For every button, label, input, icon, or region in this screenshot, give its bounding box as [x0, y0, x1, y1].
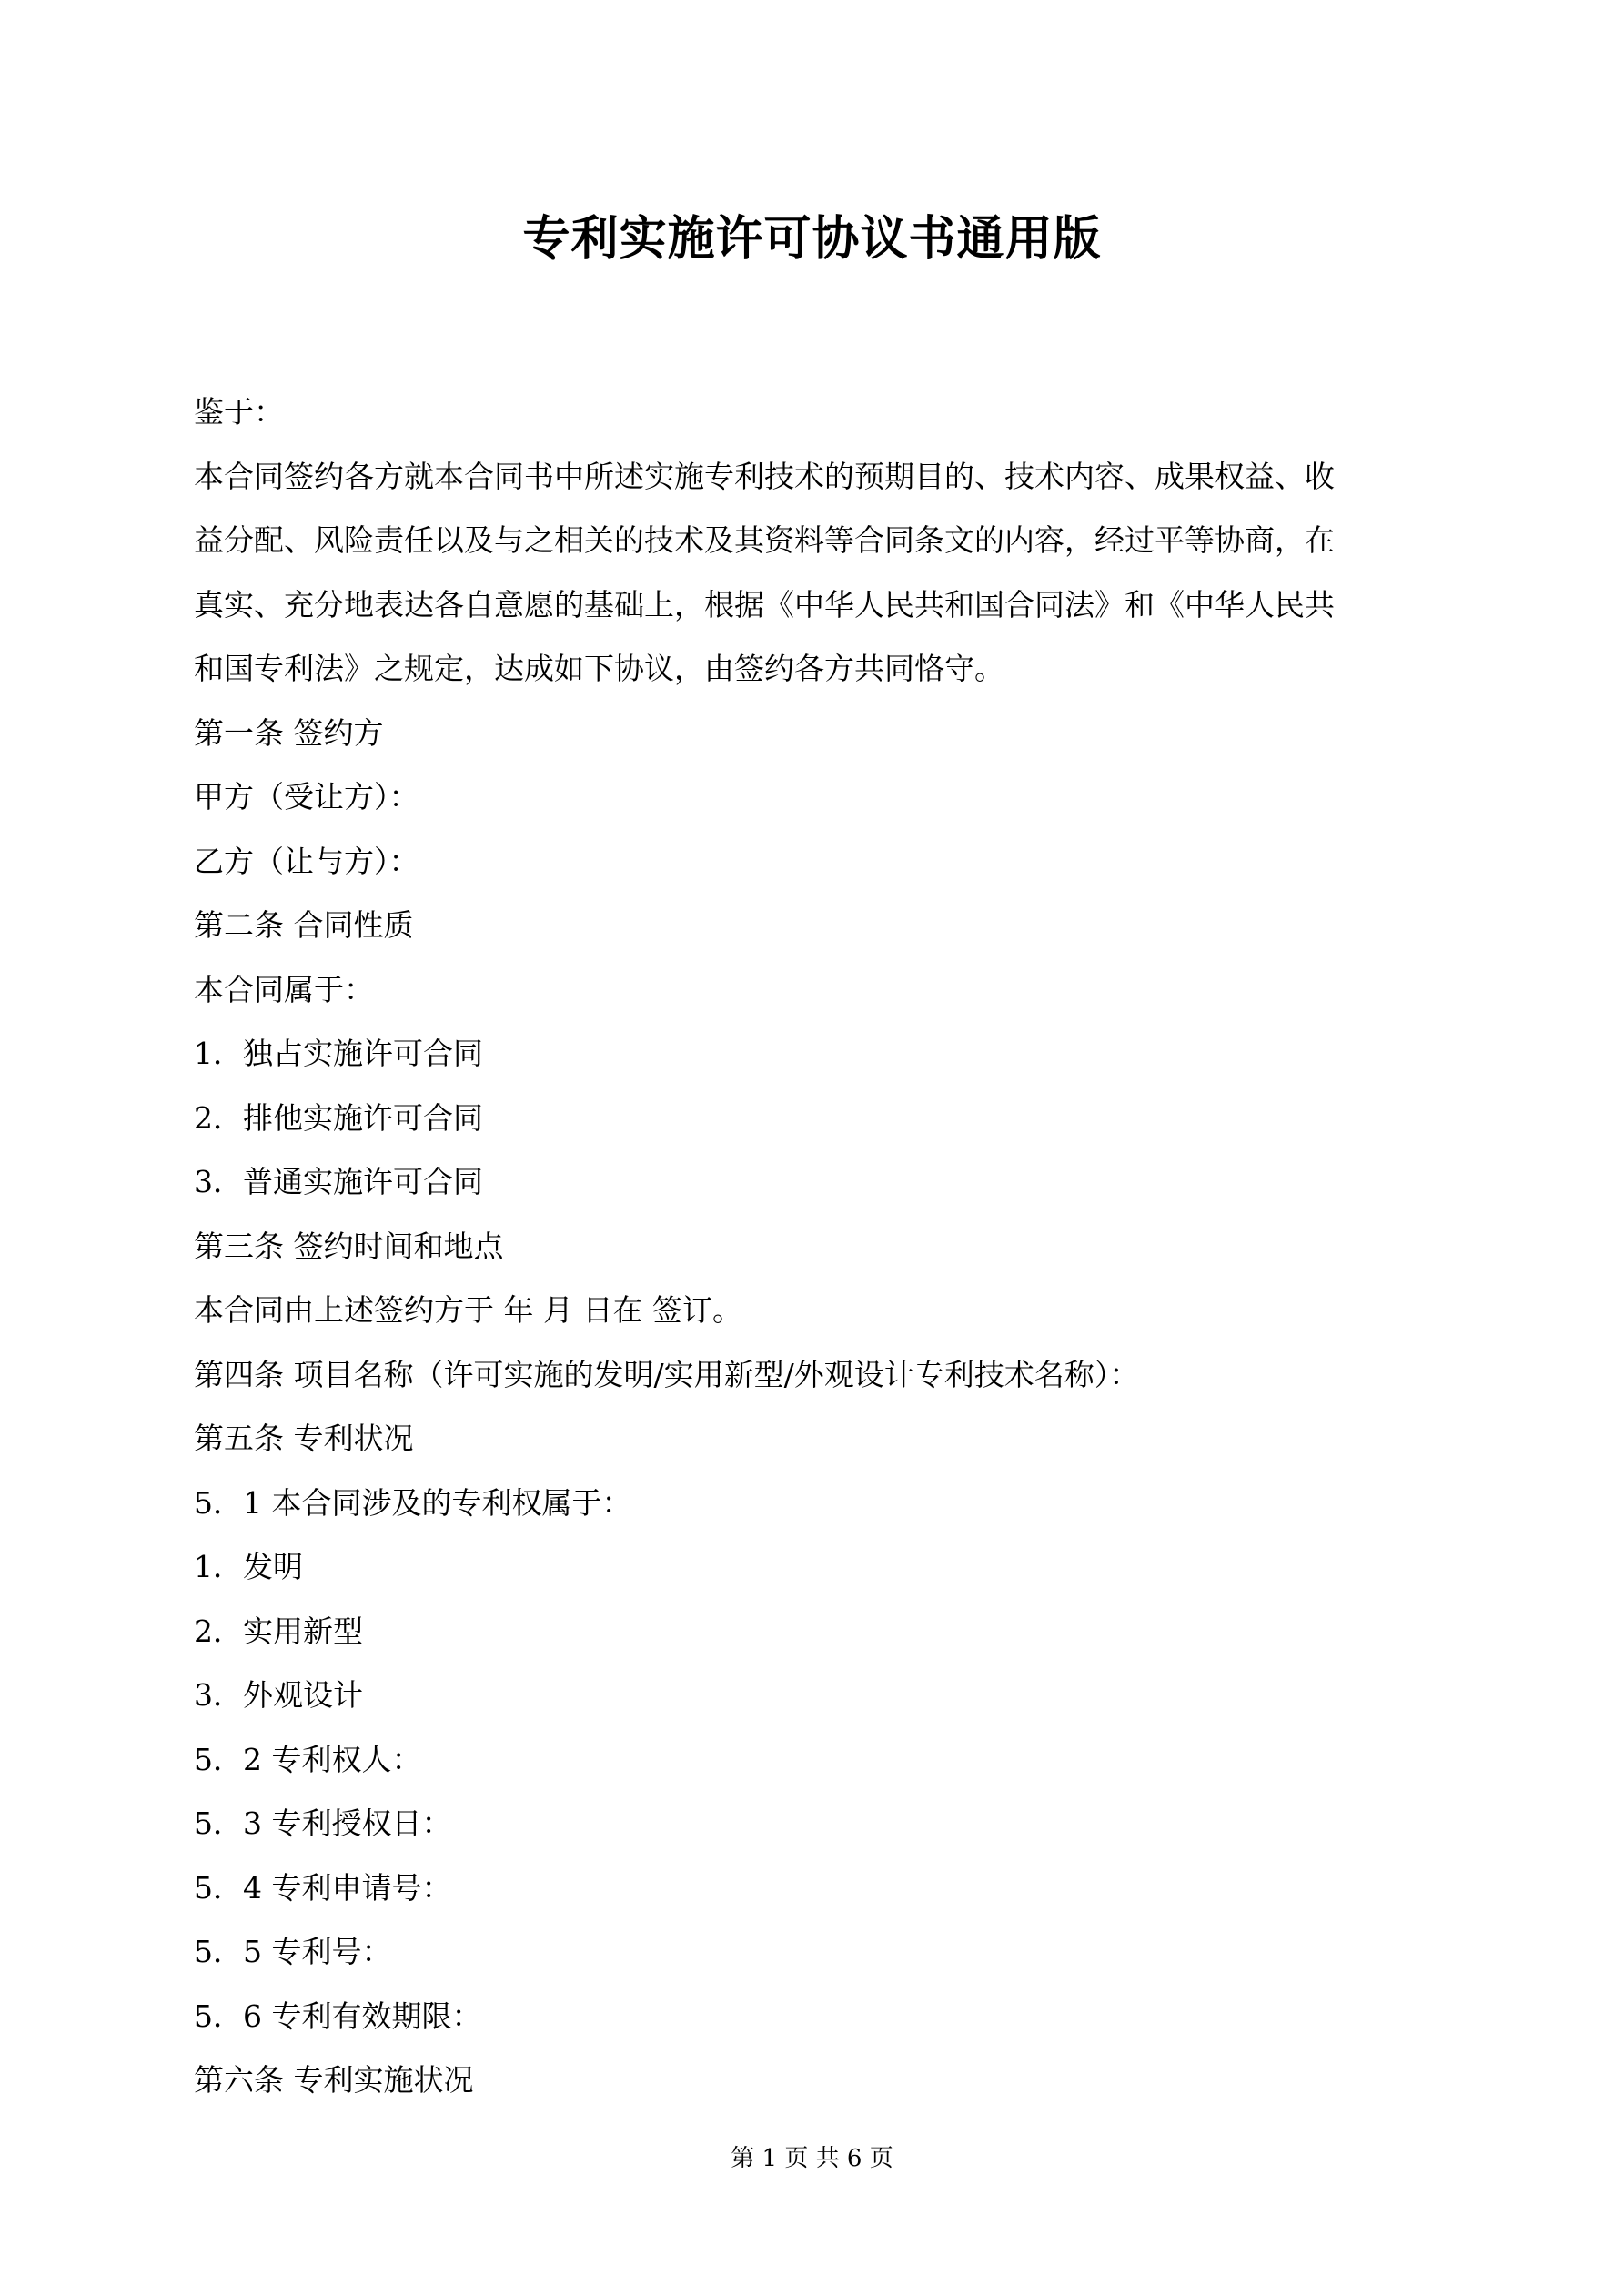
body-line: 益分配、风险责任以及与之相关的技术及其资料等合同条文的内容，经过平等协商，在 [194, 522, 1335, 558]
page-title: 专利实施许可协议书通用版 [522, 211, 1102, 267]
list-item: 2．排他实施许可合同 [194, 1099, 483, 1136]
page-footer: 第 1 页 共 6 页 [731, 2145, 893, 2172]
body-line: 5．5 专利号： [194, 1934, 392, 1969]
section-heading: 第六条 专利实施状况 [194, 2062, 474, 2098]
body-line: 5．2 专利权人： [194, 1741, 422, 1777]
section-heading: 第三条 签约时间和地点 [194, 1228, 504, 1264]
list-item: 1．发明 [194, 1549, 303, 1584]
body-line: 真实、充分地表达各自意愿的基础上，根据《中华人民共和国合同法》和《中华人民共 [194, 586, 1335, 622]
body-line: 乙方（让与方）： [194, 843, 419, 879]
body-line: 5．6 专利有效期限： [194, 1998, 482, 2034]
list-item: 1．独占实施许可合同 [194, 1036, 483, 1071]
body-line: 和国专利法》之规定，达成如下协议，由签约各方共同恪守。 [194, 651, 1004, 686]
body-line: 本合同属于： [194, 971, 374, 1007]
section-heading: 第四条 项目名称（许可实施的发明/实用新型/外观设计专利技术名称）： [194, 1356, 1140, 1392]
list-item: 2．实用新型 [194, 1613, 363, 1649]
body-line: 鉴于： [194, 394, 284, 430]
body-line: 本合同由上述签约方于 年 月 日在 签订。 [194, 1292, 742, 1328]
section-heading: 第二条 合同性质 [194, 907, 414, 943]
body-line: 5．1 本合同涉及的专利权属于： [194, 1484, 632, 1521]
body-line: 5．4 专利申请号： [194, 1869, 452, 1906]
body-line: 本合同签约各方就本合同书中所述实施专利技术的预期目的、技术内容、成果权益、收 [194, 458, 1335, 494]
body-line: 5．3 专利授权日： [194, 1805, 452, 1841]
list-item: 3．普通实施许可合同 [194, 1164, 483, 1199]
section-heading: 第一条 签约方 [194, 714, 384, 751]
section-heading: 第五条 专利状况 [194, 1421, 414, 1456]
document-body [194, 380, 1440, 2113]
list-item: 3．外观设计 [194, 1677, 363, 1713]
body-line: 甲方（受让方）： [194, 779, 419, 814]
